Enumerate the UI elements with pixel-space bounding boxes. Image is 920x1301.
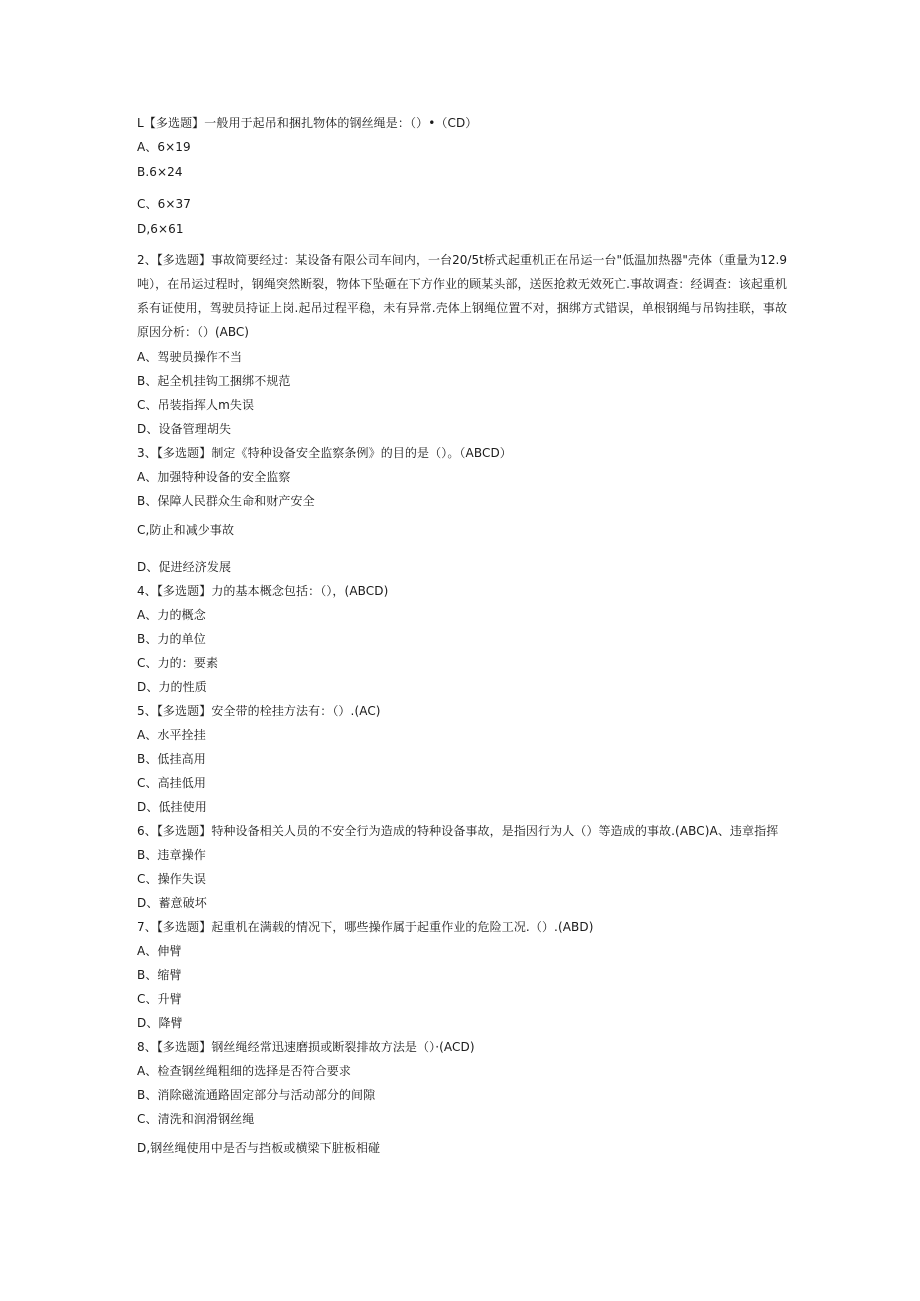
question-5-option-a: A、水平拴挂	[137, 728, 206, 742]
question-7-option-d: D、降臂	[137, 1016, 183, 1030]
question-4-option-a: A、力的概念	[137, 608, 206, 622]
question-4-option-d: D、力的性质	[137, 680, 207, 694]
question-1-option-a: A、6×19	[137, 140, 191, 154]
question-5-option-d: D、低挂使用	[137, 800, 207, 814]
question-3-option-d: D、促进经济发展	[137, 560, 232, 574]
question-6-option-c: C、操作失误	[137, 872, 206, 886]
question-4-stem: 4、【多选题】力的基本概念包括：（），(ABCD)	[137, 584, 389, 598]
question-5-option-b: B、低挂高用	[137, 752, 206, 766]
question-1-option-b: B.6×24	[137, 165, 183, 179]
question-8-option-b: B、消除磁流通路固定部分与活动部分的间隙	[137, 1088, 376, 1102]
question-2-option-d: D、设备管理胡失	[137, 422, 232, 436]
question-7-option-c: C、升臂	[137, 992, 182, 1006]
question-3-stem: 3、【多选题】制定《特种设备安全监察条例》的目的是（）。（ABCD）	[137, 446, 512, 460]
question-8-stem: 8、【多选题】钢丝绳经常迅速磨损或断裂排故方法是（）·(ACD)	[137, 1040, 475, 1054]
question-3-option-c: C,防止和减少事故	[137, 523, 235, 537]
question-2-option-b: B、起全机挂钩工捆绑不规范	[137, 374, 291, 388]
question-2-option-a: A、驾驶员操作不当	[137, 350, 243, 364]
question-6-option-b: B、违章操作	[137, 848, 206, 862]
question-3-option-b: B、保障人民群众生命和财产安全	[137, 494, 315, 508]
question-1-stem: L【多选题】一般用于起吊和捆扎物体的钢丝绳是：（）•（CD）	[137, 116, 478, 130]
question-1-option-d: D,6×61	[137, 222, 184, 236]
question-6-option-d: D、蓄意破坏	[137, 896, 207, 910]
question-4-option-c: C、力的：要素	[137, 656, 219, 670]
question-8-option-d: D,钢丝绳使用中是否与挡板或横梁下脏板相碰	[137, 1141, 381, 1155]
question-6-stem: 6、【多选题】特种设备相关人员的不安全行为造成的特种设备事故，是指因行为人（）等造成的事故.(ABC)A、违章指挥	[137, 824, 779, 838]
question-4-option-b: B、力的单位	[137, 632, 206, 646]
question-7-option-b: B、缩臂	[137, 968, 182, 982]
question-2-option-c: C、吊装指挥人m失误	[137, 398, 255, 412]
question-5-stem: 5、【多选题】安全带的栓挂方法有：（）.(AC)	[137, 704, 381, 718]
question-1-option-c: C、6×37	[137, 197, 191, 211]
question-5-option-c: C、高挂低用	[137, 776, 206, 790]
question-8-option-c: C、清洗和润滑钢丝绳	[137, 1112, 255, 1126]
question-7-stem: 7、【多选题】起重机在满载的情况下，哪些操作属于起重作业的危险工况.（）.(ABD)	[137, 920, 594, 934]
question-2-stem: 2、【多选题】事故简要经过：某设备有限公司车间内，一台20∕5t桥式起重机正在吊运一台"低温加热器"壳体（重量为12.9吨），在吊运过程时，钢绳突然断裂，物体下坠砸在下方作业的顾某头部，送医抢救无效死亡.事故调查：经调查：该起重机系有证使用，驾驶员持证上岗.起吊过程平稳，未有异常.壳体上钢绳位置不对，捆绑方式错误，单根钢绳与吊钩挂联，事故原因分析：（）(ABC)	[137, 253, 787, 339]
question-3-option-a: A、加强特种设备的安全监察	[137, 470, 291, 484]
question-8-option-a: A、检查钢丝绳粗细的选择是否符合要求	[137, 1064, 352, 1078]
question-7-option-a: A、伸臂	[137, 944, 182, 958]
